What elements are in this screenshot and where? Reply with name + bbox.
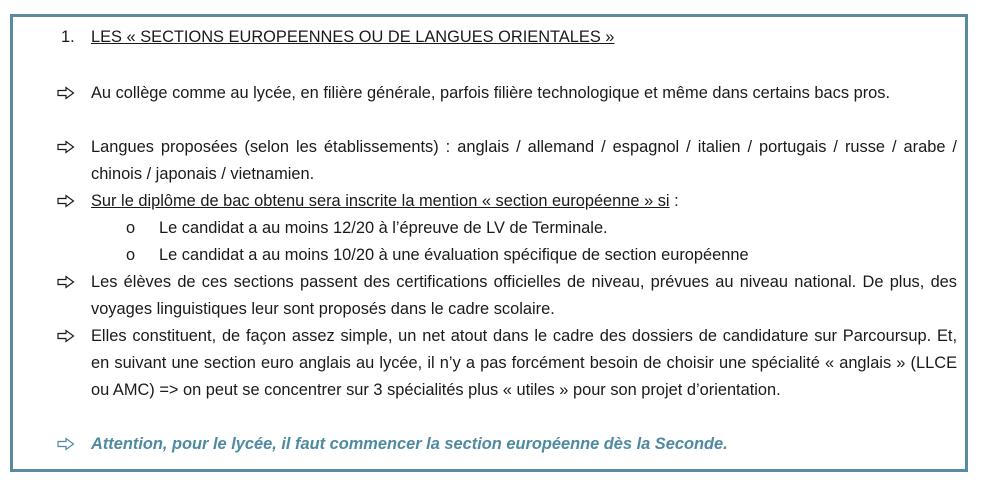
diploma-mention-suffix: : [669,192,679,210]
arrow-right-outline-icon [57,437,75,451]
arrow-right-outline-icon [57,275,75,289]
bullet-text-languages: Langues proposées (selon les établissements) : anglais / allemand / espagnol / italien / portugais / russe / arabe / chinois / japonais / vietnamien. [91,138,957,183]
arrow-right-outline-icon [57,194,75,208]
circle-bullet-icon: o [126,246,136,264]
section-number: 1. [61,28,75,46]
sub-text-evaluation: Le candidat a au moins 10/20 à une évaluation spécifique de section européenne [159,246,749,264]
sub-text-lv-terminale: Le candidat a au moins 12/20 à l’épreuve de LV de Terminale. [159,219,608,237]
bullet-text-diploma [91,188,957,215]
circle-bullet-icon: o [126,219,136,237]
arrow-right-outline-icon [57,86,75,100]
diploma-mention-underlined: Sur le diplôme de bac obtenu sera inscrite la mention « section européenne » si [91,192,670,210]
document-frame [10,14,968,472]
arrow-right-outline-icon [57,329,75,343]
bullet-text-parcoursup: Elles constituent, de façon assez simple, un net atout dans le cadre des dossiers de candidature sur Parcoursup. Et, en suivant une section euro anglais au lycée, il n’y a pas forcément besoin de choisir une spécialité « anglais » (LLCE ou AMC) => on peut se concentrer sur 3 spécialités plus « utiles » pour son projet d’orientation. [91,327,957,399]
bullet-text-certifications: Les élèves de ces sections passent des certifications officielles de niveau, prévues au niveau national. De plus, des voyages linguistiques leur sont proposés dans le cadre scolaire. [91,273,957,318]
bullet-text-warning: Attention, pour le lycée, il faut commencer la section européenne dès la Seconde. [91,435,728,453]
section-title: LES « SECTIONS EUROPEENNES OU DE LANGUES ORIENTALES » [91,28,615,46]
arrow-right-outline-icon [57,140,75,154]
section-heading [61,28,614,47]
bullet-text-general: Au collège comme au lycée, en filière générale, parfois filière technologique et même dans certains bacs pros. [91,84,891,102]
